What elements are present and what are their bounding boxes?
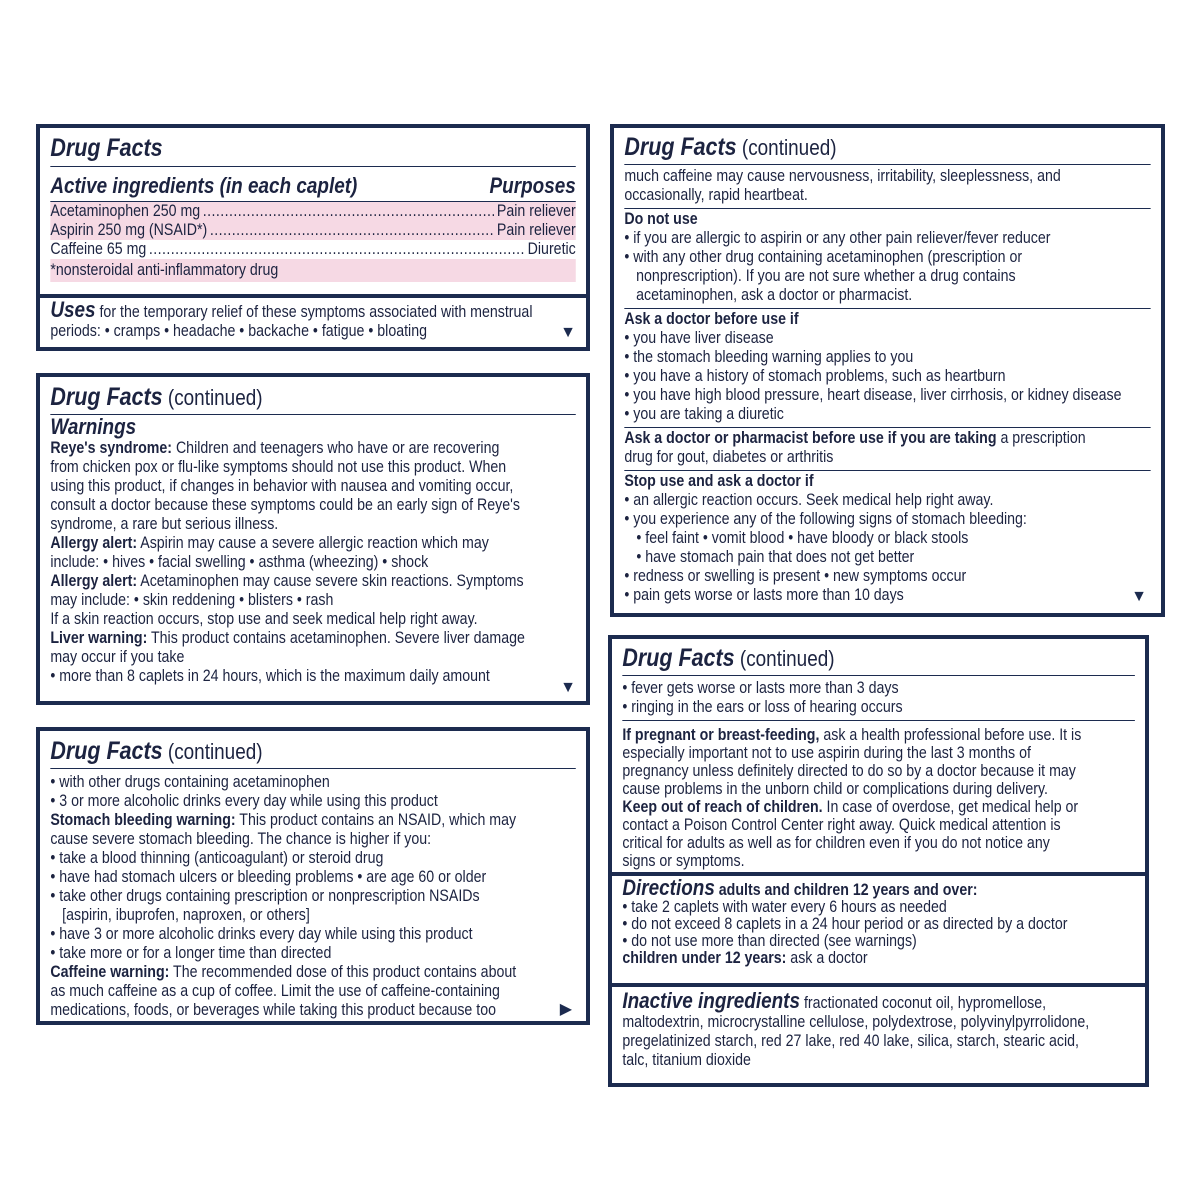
- pregnancy-section: If pregnant or breast-feeding, ask a health professional before use. It is especially important not to use aspirin during the last 3 months of pregnancy unless definitely directed to do so by a doctor because it may cause problems in the unborn child or complications during delivery.: [622, 726, 1082, 798]
- warnings-heading: Warnings: [50, 414, 137, 439]
- continued-label: (continued): [734, 646, 835, 671]
- continued-label: (continued): [736, 135, 837, 160]
- do-not-use-section: Do not use • if you are allergic to aspirin or any other pain reliever/fever reducer • with any other drug containing acetaminophen (prescription or nonprescription). If you are not sure whether a drug contains acetaminophen, ask a doctor or pharmacist.: [624, 209, 1150, 309]
- ask-pharmacist-heading: Ask a doctor or pharmacist before use if you are taking: [624, 429, 997, 447]
- directions-heading: Directions: [622, 875, 715, 900]
- continued-label: (continued): [162, 739, 263, 764]
- continue-arrow-icon: ▶: [559, 1001, 572, 1018]
- stop-use-section: Stop use and ask a doctor if • an allergic reaction occurs. Seek medical help right away. • you experience any of the following signs of stomach bleeding: • feel faint • vomit blood • have bloody or black stools • have stomach pain that does not get better • redness or swelling is present • new symptoms occur • pain gets worse or lasts more than 10 days: [624, 471, 1150, 608]
- active-ingredients-heading: Active ingredients (in each caplet): [50, 173, 358, 198]
- keep-out-of-reach-section: Keep out of reach of children. In case of overdose, get medical help or contact a Poison Control Center right away. Quick medical attention is critical for adults as well as for children even if you do not notice any signs or symptoms.: [622, 798, 1079, 870]
- do-not-use-heading: Do not use: [624, 210, 698, 228]
- drug-facts-panel-5: [608, 635, 1149, 1087]
- ingredient-row: Caffeine 65 mg ..... Diuretic: [50, 240, 575, 259]
- drug-facts-panel-4: [610, 124, 1165, 617]
- ask-doctor-section: Ask a doctor before use if • you have liver disease • the stomach bleeding warning applies to you • you have a history of stomach problems, such as heartburn • you have high blood pressure, heart disease, liver cirrhosis, or kidney disease • you are taking a diuretic: [624, 309, 1150, 428]
- continue-arrow-icon: ▼: [1131, 588, 1147, 605]
- panel-title: Drug Facts (continued): [622, 644, 1134, 676]
- panel-title: Drug Facts: [50, 134, 575, 167]
- ask-doctor-heading: Ask a doctor before use if: [624, 310, 799, 328]
- warnings-text: • with other drugs containing acetaminophen • 3 or more alcoholic drinks every day while using this product Stomach bleeding warning: This product contains an NSAID, which may cause severe stomach bleeding. The chance is higher if you: • take a blood thinning (anticoagulant) or steroid drug • have had stomach ulcers or bleeding problems • are age 60 or older • take other drugs containing prescription or nonprescription NSAIDs [aspirin, ibuprofen, naproxen, or others] • have 3 or more alcoholic drinks every day while using this product • take more or for a longer time than directed Caffeine warning: The recommended dose of this product contains about as much caffeine as a cup of coffee. Limit the use of caffeine-containing medications, foods, or beverages while taking this product because too: [50, 773, 517, 1019]
- purposes-heading: Purposes: [489, 173, 576, 198]
- uses-heading: Uses: [50, 297, 96, 322]
- uses-section: Uses for the temporary relief of these symptoms associated with menstrual periods: • cramps • headache • backache • fatigue • bloating: [50, 297, 533, 340]
- inactive-ingredients-heading: Inactive ingredients: [622, 988, 801, 1013]
- directions-section: Directions adults and children 12 years and over: • take 2 caplets with water every 6 hours as needed • do not exceed 8 caplets in a 24 hour period or as directed by a doctor • do not use more than directed (see warnings) children under 12 years: ask a doctor: [622, 875, 1068, 967]
- panel-title: Drug Facts (continued): [50, 383, 575, 415]
- footnote: *nonsteroidal anti-inflammatory drug: [50, 259, 575, 282]
- stop-use-continued: • fever gets worse or lasts more than 3 days • ringing in the ears or loss of hearing occurs: [622, 676, 1134, 721]
- drug-facts-panel-2: [36, 373, 590, 705]
- stop-use-heading: Stop use and ask a doctor if: [624, 472, 814, 490]
- panel-title: Drug Facts (continued): [624, 133, 1150, 165]
- ask-pharmacist-section: Ask a doctor or pharmacist before use if you are taking a prescription drug for gout, diabetes or arthritis: [624, 428, 1150, 471]
- active-ingredients-header: [50, 167, 575, 199]
- continued-label: (continued): [162, 385, 263, 410]
- ingredient-row: Aspirin 250 mg (NSAID*) ..... Pain reliever: [50, 221, 575, 240]
- continue-arrow-icon: ▼: [560, 324, 576, 341]
- ingredient-row: Acetaminophen 250 mg ..... Pain reliever: [50, 202, 575, 221]
- drug-facts-panel-3: [36, 727, 590, 1025]
- drug-facts-panel-1: [36, 124, 590, 351]
- inactive-ingredients-section: Inactive ingredients fractionated coconut oil, hypromellose, maltodextrin, microcrystalline cellulose, polydextrose, polyvinylpyrrolidone, pregelatinized starch, red 27 lake, red 40 lake, silica, starch, stearic acid, talc, titanium dioxide: [622, 988, 1090, 1069]
- panel-title: Drug Facts (continued): [50, 737, 575, 769]
- continue-arrow-icon: ▼: [560, 679, 576, 696]
- warnings-text: Reye's syndrome: Children and teenagers who have or are recovering from chicken pox or flu-like symptoms should not use this product. When using this product, if changes in behavior with nausea and vomiting occur, consult a doctor because these symptoms could be an early sign of Reye's syndrome, a rare but serious illness. Allergy alert: Aspirin may cause a severe allergic reaction which may include: • hives • facial swelling • asthma (wheezing) • shock Allergy alert: Acetaminophen may cause severe skin reactions. Symptoms may include: • skin reddening • blisters • rash If a skin reaction occurs, stop use and seek medical help right away. Liver warning: This product contains acetaminophen. Severe liver damage may occur if you take • more than 8 caplets in 24 hours, which is the maximum daily amount: [50, 439, 525, 685]
- caffeine-continued: much caffeine may cause nervousness, irritability, sleeplessness, and occasionally, rapid heartbeat.: [624, 165, 1150, 209]
